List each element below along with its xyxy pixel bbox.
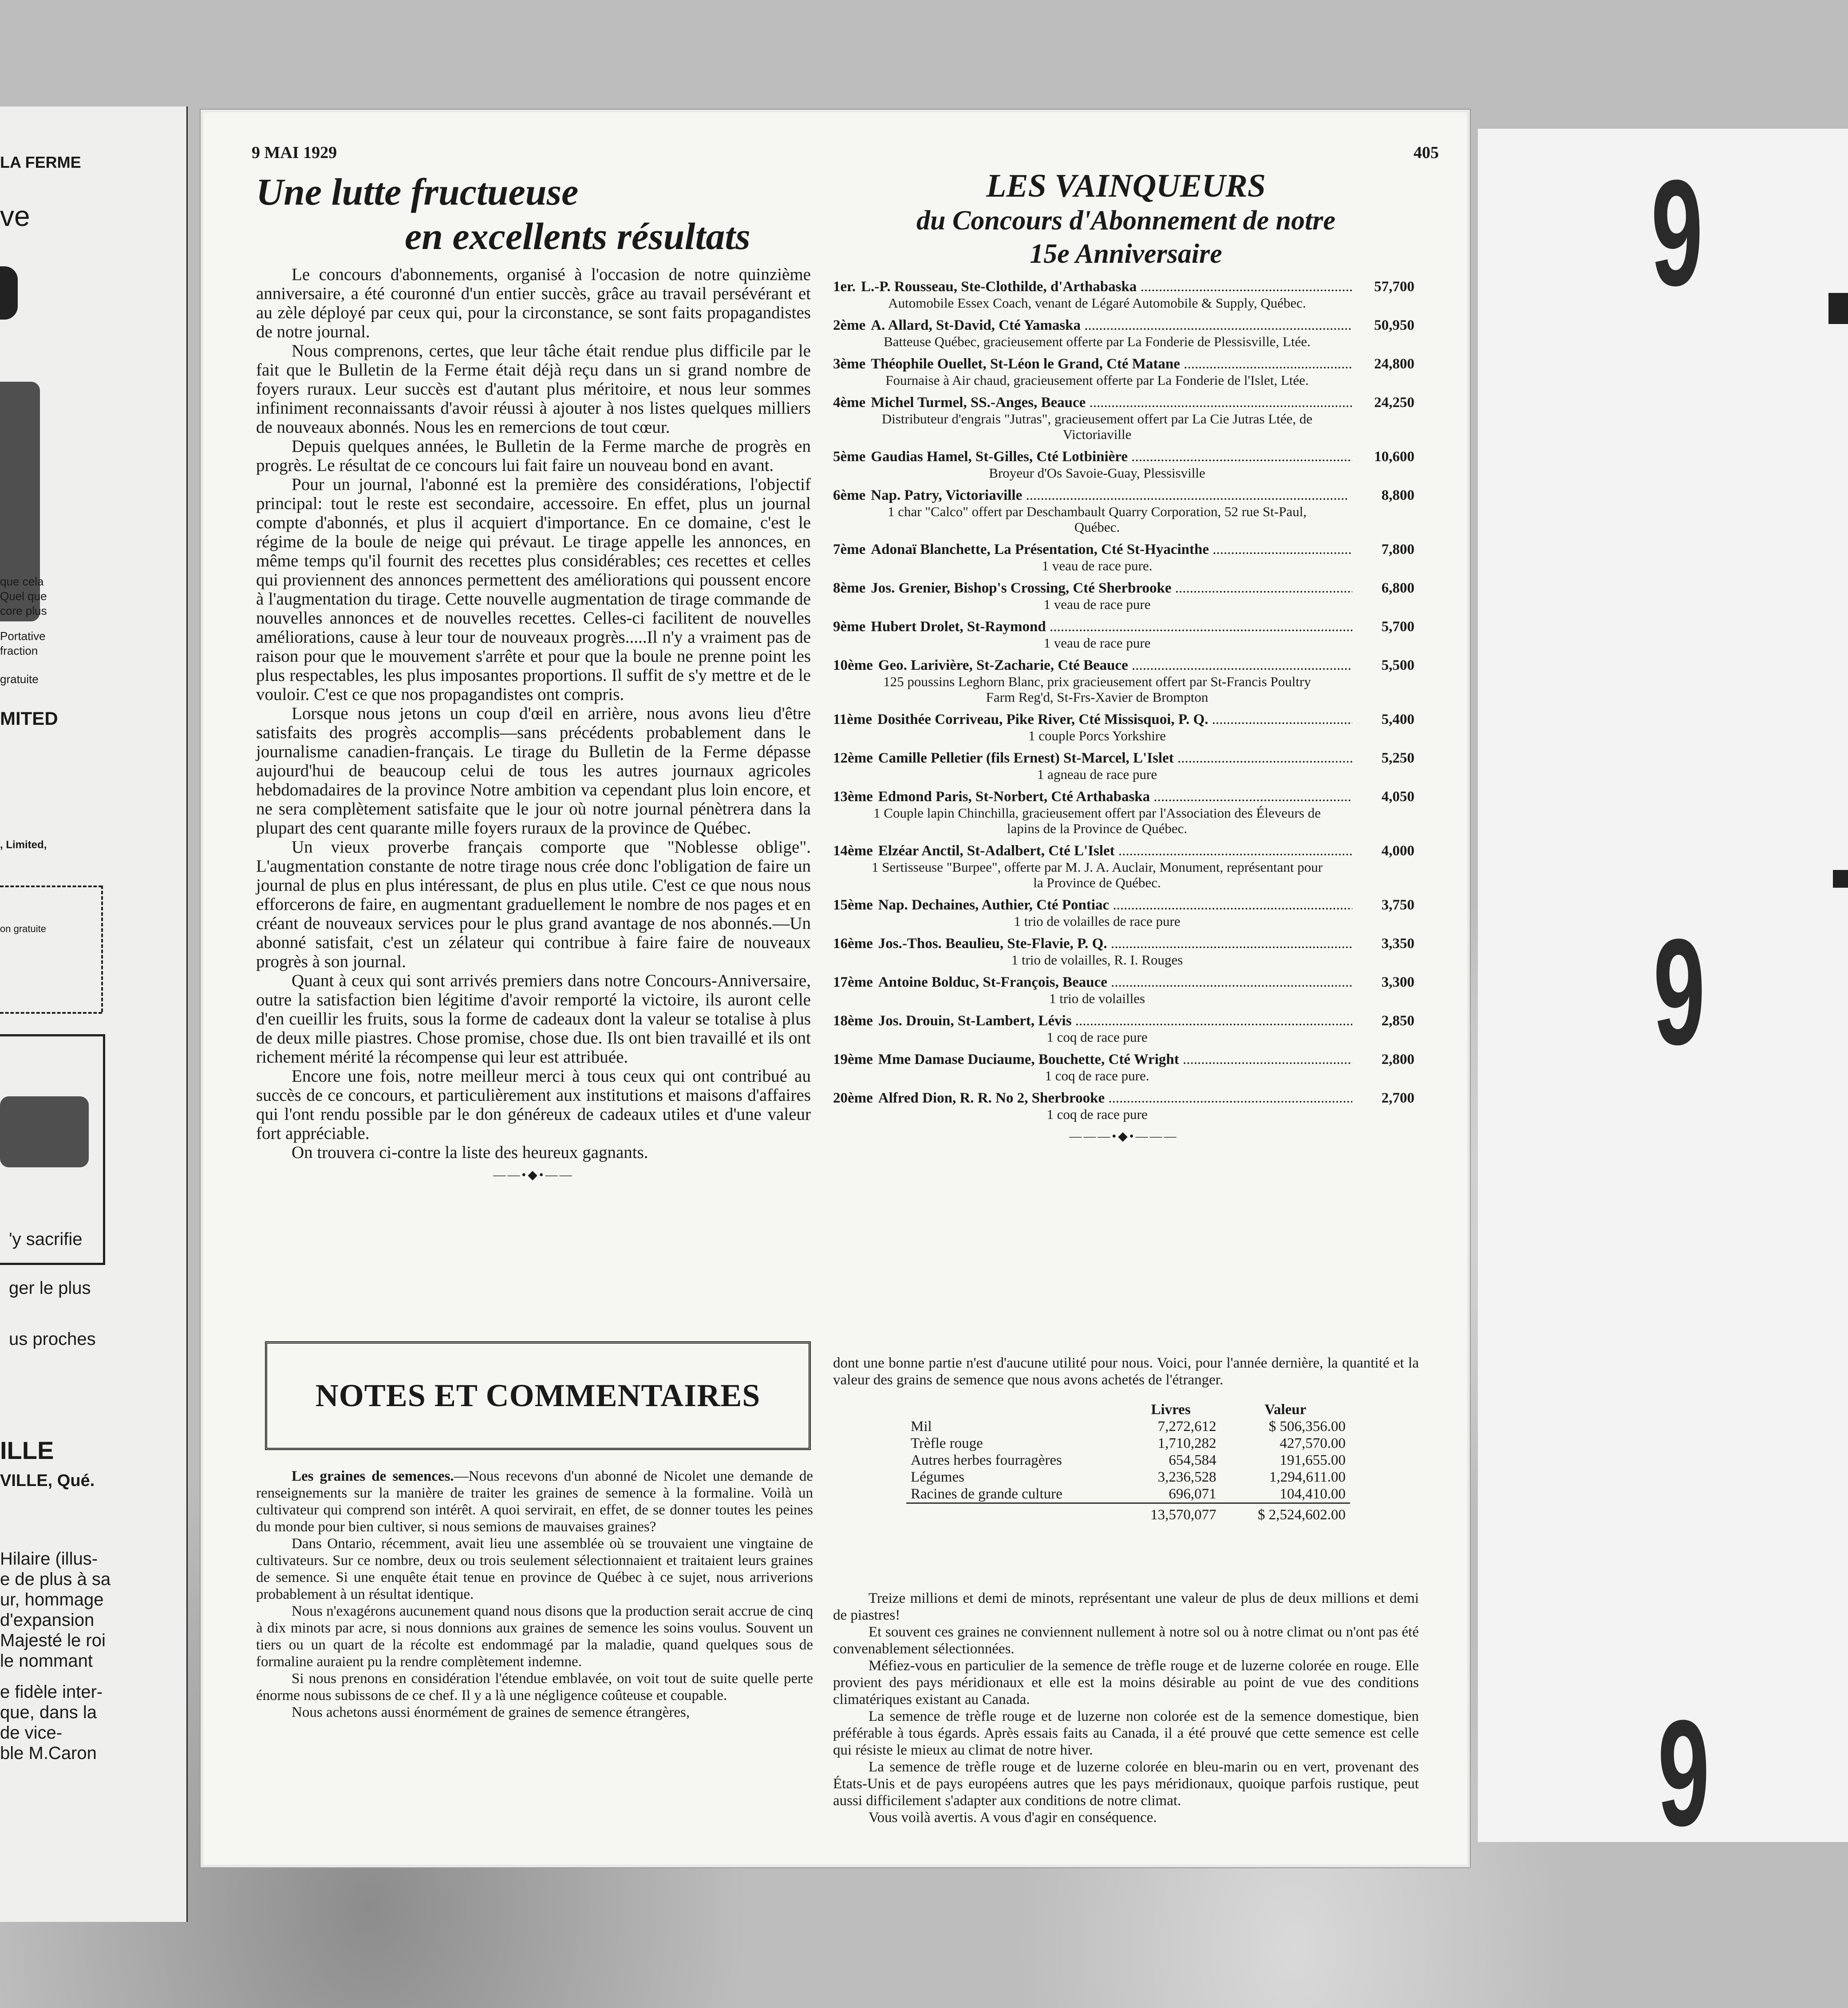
winner-rank: 13ème [833,789,873,805]
winner-name: Michel Turmel, SS.-Anges, Beauce ..... [871,394,1352,411]
strip-fragment: fraction [0,644,38,657]
grain-livres: 1,710,282 [1157,1435,1216,1451]
strip-dashed-coupon-border [101,885,103,1012]
winner-entry [833,935,1414,968]
grain-livres: 696,071 [1169,1486,1216,1502]
grains-paragraph: Méfiez-vous en particulier de la semence de trèfle rouge et de luzerne colorée en rouge. Elle provient des pays méridionaux et elle est la moins désirable au point de vue des conditions climatériques existant au Canada. [833,1658,1419,1708]
strip-dashed-coupon-border [0,885,102,887]
winner-entry [833,1051,1414,1083]
winner-entry [833,356,1414,388]
grain-valeur: 104,410.00 [1279,1486,1346,1502]
winner-name: Gaudias Hamel, St-Gilles, Cté Lotbinière ..... [871,448,1352,465]
strip-fragment: ve [0,200,30,232]
strip-fragment: gratuite [0,672,39,686]
winner-name: Hubert Drolet, St-Raymond ..... [871,618,1352,635]
notes-paragraph: Si nous prenons en considération l'étendue emblavée, on voit tout de suite quelle perte énorme nous subissons de ce chef. Il y a là une négligence coûteuse et coupable. [256,1671,813,1704]
winner-rank: 5ème [833,449,866,465]
winner-prize: 1 char "Calco" offert par Deschambault Quarry Corporation, 52 rue St-Paul, Québec. [887,504,1307,535]
grain-label: Mil [911,1419,932,1435]
strip-fragment: e fidèle inter- [0,1682,103,1702]
grain-valeur: 1,294,611.00 [1269,1469,1346,1485]
winner-rank: 15ème [833,897,873,913]
winner-name: Jos. Grenier, Bishop's Crossing, Cté Sherbrooke ..... [871,580,1352,597]
grain-label: Autres herbes fourragères [911,1452,1062,1468]
winner-rank: 8ème [833,580,866,596]
strip-fragment: de vice- [0,1723,63,1743]
strip-fragment: on gratuite [0,923,46,934]
table-row [906,1435,1350,1452]
strip-fragment: Hilaire (illus- [0,1549,98,1569]
winner-name: Jos.-Thos. Beaulieu, Ste-Flavie, P. Q. ..... [878,935,1352,952]
winner-entry [833,487,1414,535]
strip-fragment: , Limited, [0,839,47,851]
winners-heading: LES VAINQUEURS [986,168,1266,204]
frame-number-label: 9 [1658,1689,1707,1858]
notes-paragraph: Dans Ontario, récemment, avait lieu une assemblée où se trouvaient une vingtaine de cultivateurs. Sur ce nombre, deux ou trois seulement sélectionnaient et traitaient leurs graines de semence. Si une enquête était tenue en province de Québec à ce sujet, nous arriverions probablement à un résultat identique. [256,1536,813,1602]
col-valeur: Valeur [1264,1402,1307,1418]
winner-name: Camille Pelletier (fils Ernest) St-Marcel, L'Islet ..... [878,750,1352,767]
strip-header: LA FERME [0,153,81,171]
winner-rank: 10ème [833,657,873,673]
winner-name: L.-P. Rousseau, Ste-Clothilde, d'Arthabaska ..... [861,278,1352,295]
strip-machine-image [0,1096,89,1167]
film-edge-mark [1833,870,1848,888]
winner-prize: 1 agneau de race pure [1037,767,1157,782]
winner-points: 5,500 [1381,657,1414,673]
winner-entry [833,580,1414,612]
winner-rank: 9ème [833,619,866,635]
article-paragraph: Pour un journal, l'abonné est la première des considérations, l'objectif principal: tout le reste est secondaire, accessoire. En effet, plus un journal compte d'abonnés, et plus il acquiert d'importance. En ce domaine, c'est le régime de la boule de neige qui prévaut. Le tirage appelle les annonces, en même temps qu'il fournit des recettes plus considérables; ces recettes et celles qui proviennent des annonces permettent des améliorations qui poussent encore à l'augmentation du tirage. Cette nouvelle augmentation de tirage commande de nouvelles annonces et de nouvelles recettes. Celles-ci facilitent de nouvelles améliorations, cause à leur tour de nouveaux progrès.....Il n'y a vraiment pas de raison pour que le mouvement s'arrête et pour que la boule ne prenne point les plus respectables, les plus imposantes proportions. Il suffit de s'y mettre et de le vouloir. C'est ce que nos propagandistes ont compris. [256,475,811,704]
winners-subheading: 15e Anniversaire [1030,239,1222,269]
winner-points: 57,700 [1374,279,1414,295]
winner-points: 7,800 [1381,542,1414,557]
strip-fragment: ble M.Caron [0,1743,97,1763]
article-title-line2: en excellents résultats [405,215,750,257]
winner-name: Elzéar Anctil, St-Adalbert, Cté L'Islet ..... [878,842,1352,859]
winner-points: 24,800 [1374,356,1414,372]
table-total-row [906,1503,1350,1524]
winner-name: Jos. Drouin, St-Lambert, Lévis ..... [878,1012,1352,1029]
strip-fragment: Quel que [0,589,47,603]
winner-rank: 12ème [833,750,873,766]
grain-valeur: 427,570.00 [1279,1435,1346,1451]
winner-rank: 19ème [833,1051,873,1067]
winner-name: Théophile Ouellet, St-Léon le Grand, Cté Matane ..... [871,356,1352,372]
strip-fragment: que, dans la [0,1703,97,1722]
winner-points: 2,800 [1381,1051,1414,1067]
winner-entry [833,788,1414,836]
strip-fragment: ur, hommage [0,1590,104,1609]
winners-subheading: du Concours d'Abonnement de notre [916,206,1335,236]
article-paragraph: Lorsque nous jetons un coup d'œil en arrière, nous avons lieu d'être satisfaits des progrès accomplis—sans précédents probablement dans le journalisme canadien-français. Le tirage du Bulletin de la Ferme dépasse aujourd'hui de beaucoup celui de tous les autres journaux agricoles hebdomadaires de la province Notre ambition va cependant plus loin encore, et ne sera complètement satisfaite que le jour où notre journal pénètrera dans la plupart des cent quarante mille foyers ruraux de la province de Québec. [256,704,811,838]
winner-entry [833,618,1414,651]
winner-name: Nap. Dechaines, Authier, Cté Pontiac ..... [878,897,1352,913]
winner-prize: 1 trio de volailles [1049,991,1145,1006]
grains-paragraph: La semence de trèfle rouge et de luzerne colorée en bleu-marin ou en vert, provenant des États-Unis et de pays européens autres que les pays méridionaux, quoique parfois rustique, peut aussi difficilement s'adapter aux conditions de notre climat. [833,1759,1419,1809]
article-paragraph: Nous comprenons, certes, que leur tâche était rendue plus difficile par le fait que le Bulletin de la Ferme était déjà reçu dans un si grand nombre de foyers ruraux. Leur succès est d'autant plus méritoire, et nous leur sommes infiniment reconnaissants d'avoir réussi à ajouter à nos listes quelques milliers de nouveaux abonnés. Nous les en remercions de tout cœur. [256,341,811,437]
winner-name: A. Allard, St-David, Cté Yamaska ..... [871,317,1352,334]
winner-points: 8,800 [1381,487,1414,503]
winner-points: 3,300 [1381,974,1414,990]
grains-body [833,1590,1419,1826]
winner-prize: 1 veau de race pure [1043,597,1151,612]
winner-name: Antoine Bolduc, St-François, Beauce ..... [878,974,1352,991]
winner-prize: Batteuse Québec, gracieusement offerte par La Fonderie de Plessisville, Ltée. [884,334,1311,349]
strip-fragment: d'expansion [0,1610,95,1630]
winner-prize: 125 poussins Leghorn Blanc, prix gracieusement offert par St-Francis Poultry Farm Reg'd, St-Frs-Xavier de Brompton [883,674,1311,705]
strip-dashed-coupon-border [0,1012,102,1014]
winner-name: Mme Damase Duciaume, Bouchette, Cté Wright ..... [878,1051,1352,1068]
total-valeur: $ 2,524,602.00 [1221,1503,1350,1524]
article-paragraph: Un vieux proverbe français comporte que "Noblesse oblige". L'augmentation constante de notre tirage nous crée donc l'obligation de faire un journal de plus en plus intéressant, de plus en plus utile. C'est ce que nous nous efforcerons de faire, en augmentant graduellement le nombre de nos pages et en créant de nouveaux services pour le plus grand avantage de nos abonnés.—Un abonné satisfait, c'est un zélateur qui contribue à faire faire de nouveaux progrès à son journal. [256,838,811,971]
table-row [906,1486,1350,1503]
winner-points: 3,750 [1381,897,1414,913]
winner-prize: Automobile Essex Coach, venant de Légaré Automobile & Supply, Québec. [888,295,1306,311]
winner-name: Nap. Patry, Victoriaville ..... [871,487,1352,504]
strip-fragment: us proches [9,1329,96,1349]
winner-rank: 16ème [833,936,873,952]
article-body [256,265,811,1188]
winner-prize: 1 Couple lapin Chinchilla, gracieusement offert par l'Association des Éleveurs de lapins de la Province de Québec. [873,805,1321,836]
grains-table [906,1401,1350,1523]
strip-fragment: Portative [0,629,46,643]
article-paragraph: Depuis quelques années, le Bulletin de la Ferme marche de progrès en progrès. Le résultat de ce concours lui fait faire un nouveau bond en avant. [256,437,811,475]
grains-paragraph: Treize millions et demi de minots, représentant une valeur de plus de deux millions et demi de piastres! [833,1590,1419,1623]
grains-intro [833,1355,1419,1388]
winner-points: 6,800 [1381,580,1414,596]
winner-entry [833,278,1414,311]
winner-entry [833,897,1414,929]
grain-valeur: 191,655.00 [1279,1452,1346,1468]
winner-rank: 20ème [833,1090,873,1106]
winner-entry [833,541,1414,573]
winner-points: 50,950 [1374,317,1414,333]
grain-valeur: $ 506,356.00 [1268,1419,1346,1435]
winner-points: 2,850 [1381,1013,1414,1029]
grain-label: Trèfle rouge [911,1435,983,1451]
notes-paragraph [256,1468,813,1535]
winner-entry [833,974,1414,1006]
article-title-line1: Une lutte fructueuse [256,170,579,213]
winner-points: 3,350 [1381,936,1414,952]
winner-prize: 1 trio de volailles, R. I. Rouges [1011,952,1183,968]
winner-points: 10,600 [1374,449,1414,465]
table-row [906,1469,1350,1486]
ornament-divider: ———•◆•——— [1069,1130,1178,1143]
article-paragraph: Quant à ceux qui sont arrivés premiers dans notre Concours-Anniversaire, outre la satisfaction bien légitime d'avoir remporté la victoire, ils auront celle d'en cueillir les fruits, sous la forme de cadeaux dont la valeur se totalise à plus de deux mille piastres. Chose promise, chose due. Ils ont bien travaillé et ils ont richement mérité la récompense qui leur est attribuée. [256,971,811,1067]
winner-entry [833,711,1414,743]
winner-points: 4,050 [1381,789,1414,805]
winners-list [833,278,1414,1149]
winner-prize: 1 veau de race pure [1043,635,1151,651]
winner-prize: Distributeur d'engrais "Jutras", gracieusement offert par La Cie Jutras Ltée, de Victoriaville [881,411,1313,442]
col-livres: Livres [1151,1402,1191,1418]
grains-table-header [906,1401,1350,1418]
winner-entry [833,394,1414,442]
left-page-fragment [0,107,188,1922]
winner-prize: 1 couple Porcs Yorkshire [1028,728,1166,743]
winner-entry [833,1012,1414,1045]
grains-intro-text: dont une bonne partie n'est d'aucune utilité pour nous. Voici, pour l'année dernière, la quantité et la valeur des grains de semence que nous avons achetés de l'étranger. [833,1355,1419,1388]
grains-paragraph: La semence de trèfle rouge et de luzerne non colorée est de la semence domestique, bien préférable à tous égards. Après essais faits au Canada, il a été prouvé que cette semence est celle qui résiste le mieux au climat de notre hiver. [833,1708,1419,1758]
winner-rank: 18ème [833,1013,873,1029]
strip-fragment: que cela [0,575,44,588]
winner-points: 5,400 [1381,711,1414,727]
article-paragraph: Encore une fois, notre meilleur merci à tous ceux qui ont contribué au succès de ce concours, et particulièrement aux institutions et maisons d'affaires qui l'ont rendu possible par le don généreux de cadeaux utiles et d'une valeur fort appréciable. [256,1067,811,1143]
winner-points: 2,700 [1381,1090,1414,1106]
table-row [906,1452,1350,1469]
notes-paragraph: Nous achetons aussi énormément de graines de semence étrangères, [292,1704,690,1720]
article-paragraph: On trouvera ci-contre la liste des heureux gagnants. [292,1143,648,1162]
film-edge-mark [1828,293,1848,324]
grain-label: Racines de grande culture [911,1486,1062,1502]
grains-paragraph: Vous voilà avertis. A vous d'agir en conséquence. [869,1810,1157,1826]
winner-entry [833,842,1414,890]
winner-name: Edmond Paris, St-Norbert, Cté Arthabaska ..... [878,788,1352,805]
winner-points: 5,250 [1381,750,1414,766]
frame-number-label: 9 [1651,149,1701,317]
total-livres: 13,570,077 [1121,1503,1220,1524]
winner-name: Adonaï Blanchette, La Présentation, Cté St-Hyacinthe ..... [871,541,1352,558]
notes-lead: Les graines de semences. [292,1468,454,1484]
winner-rank: 3ème [833,356,866,372]
notes-heading-box [265,1341,811,1450]
winner-points: 24,250 [1374,395,1414,411]
notes-body [256,1468,813,1721]
strip-fragment: MITED [0,708,58,729]
winner-prize: 1 coq de race pure [1046,1107,1148,1122]
strip-fragment: core plus [0,604,47,617]
winner-rank: 7ème [833,542,866,557]
notes-paragraph: Nous n'exagérons aucunement quand nous disons que la production serait accrue de cinq à dix minots par acre, si nous donnions aux graines de semence les soins voulus. Souvent un tiers ou un quart de la récolte est endommagé par la maladie, quand quelques sous de formaline auraient pu la rendre complètement indemne. [256,1603,813,1670]
winner-prize: Broyeur d'Os Savoie-Guay, Plessisville [989,465,1205,481]
winner-name: Alfred Dion, R. R. No 2, Sherbrooke ..... [878,1090,1352,1107]
grain-livres: 3,236,528 [1157,1469,1216,1485]
winner-prize: 1 trio de volailles de race pure [1014,913,1181,929]
winner-points: 5,700 [1381,619,1414,635]
frame-number-label: 9 [1653,908,1703,1076]
winner-entry [833,317,1414,349]
strip-fragment: le nommant [0,1651,93,1671]
winner-rank: 2ème [833,317,866,333]
winner-prize: 1 Sertisseuse "Burpee", offerte par M. J. A. Auclair, Monument, représentant pour la Province de Québec. [871,859,1323,890]
winner-name: Geo. Larivière, St-Zacharie, Cté Beauce ..... [878,657,1352,674]
grain-label: Légumes [911,1469,964,1485]
winner-entry [833,1090,1414,1122]
strip-graphic [0,266,18,320]
winner-points: 4,000 [1381,843,1414,859]
grains-paragraph: Et souvent ces graines ne conviennent nullement à notre sol ou à notre climat ou n'ont pas été convenablement sélectionnées. [833,1624,1419,1657]
grain-livres: 7,272,612 [1157,1419,1216,1435]
ornament-divider: ——•◆•—— [493,1168,574,1182]
strip-fragment: VILLE, Qué. [0,1471,95,1490]
notes-lead-text: —Nous recevons d'un abonné de Nicolet une demande de renseignements sur la manière de traiter les graines de semence à la formaline. Voilà un cultivateur qui comprend son intérêt. A quoi servirait, en effet, de se donner toutes les peines du monde pour bien cultiver, si nous semions de mauvaises graines? [256,1468,813,1535]
winner-entry [833,448,1414,481]
article-paragraph: Le concours d'abonnements, organisé à l'occasion de notre quinzième anniversaire, a été couronné d'un entier succès, grâce au travail persévérant et au zèle déployé par ceux qui, pour la circonstance, se sont faits propagandistes de notre journal. [256,265,811,341]
winner-prize: 1 veau de race pure. [1042,558,1153,573]
strip-fragment: 'y sacrifie [9,1229,83,1249]
strip-fragment: Majesté le roi [0,1631,106,1650]
winner-rank: 11ème [833,711,872,727]
winner-rank: 14ème [833,843,873,859]
winner-entry [833,750,1414,782]
grain-livres: 654,584 [1169,1452,1216,1468]
winner-prize: 1 coq de race pure [1046,1029,1148,1045]
winner-name: Dosithée Corriveau, Pike River, Cté Missisquoi, P. Q. ..... [877,711,1352,728]
winner-prize: Fournaise à Air chaud, gracieusement offerte par La Fonderie de l'Islet, Ltée. [885,372,1309,388]
winner-rank: 4ème [833,395,866,411]
strip-fragment: e de plus à sa [0,1569,111,1589]
winner-rank: 1er. [833,279,856,295]
page-number: 405 [1414,143,1439,162]
winner-rank: 6ème [833,487,866,503]
winner-rank: 17ème [833,974,873,990]
page-date: 9 MAI 1929 [252,143,337,162]
strip-fragment: ILLE [0,1436,54,1464]
newspaper-page [200,109,1471,1868]
notes-heading: NOTES ET COMMENTAIRES [315,1378,761,1413]
winner-entry [833,657,1414,705]
strip-fragment: ger le plus [9,1278,91,1298]
table-row [906,1418,1350,1435]
winner-prize: 1 coq de race pure. [1045,1068,1149,1083]
